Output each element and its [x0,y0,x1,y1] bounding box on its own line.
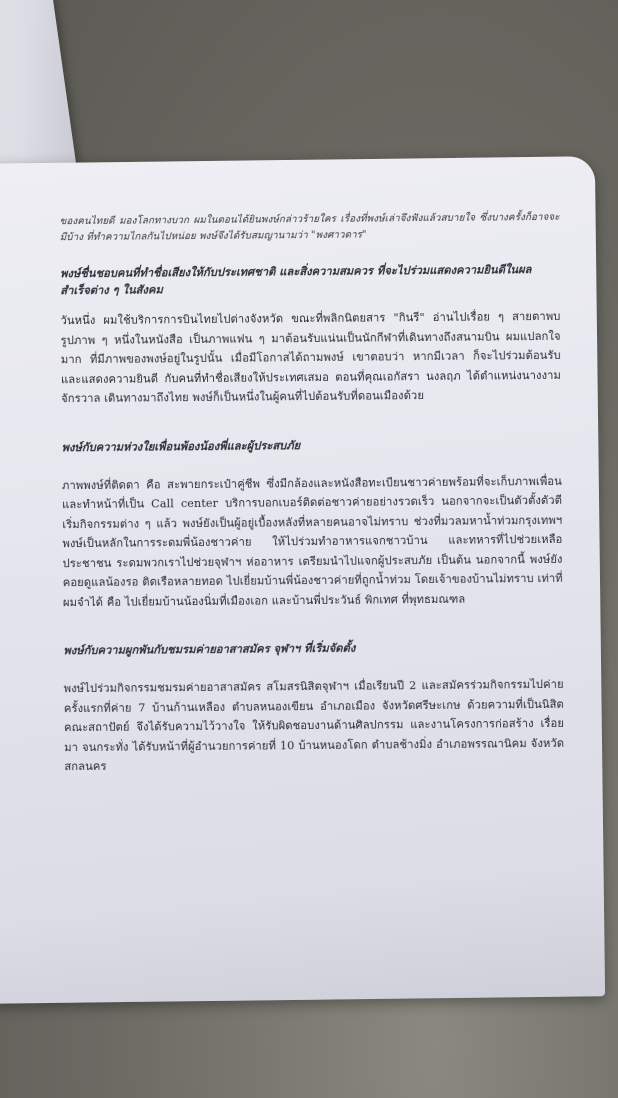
paragraph-2: ภาพพงษ์ที่ติดตา คือ สะพายกระเป๋าคู่ชีพ ซึ่งมีกล้องและหนังสือทะเบียนชาวค่ายพร้อมที่จะเก็บภาพเพื่อน และทำหน้าที่เป็น Call center บริการบอกเบอร์ติดต่อชาวค่ายอย่างรวดเร็ว นอกจากจะเป็นตัวตั้งตัวตีเริ่มกิจกรรมต่าง ๆ แล้ว พงษ์ยังเป็นผู้อยู่เบื้องหลังที่หลายคนอาจไม่ทราบ ช่วงที่มวลมหาน้ำท่วมกรุงเทพฯ พงษ์เป็นหลักในการระดมพี่น้องชาวค่าย ให้ไปร่วมทำอาหารแจกชาวบ้าน และทหารที่ไปช่วยเหลือประชาชน ระดมพวกเราไปช่วยจุฬาฯ ห่ออาหาร เตรียมนำไปแจกผู้ประสบภัย เป็นต้น นอกจากนี้ พงษ์ยังคอยดูแลน้องรอ ติดเรือหลายทอด ไปเยี่ยมบ้านพี่น้องชาวค่ายที่ถูกน้ำท่วม โดยเจ้าของบ้านไม่ทราบ เท่าที่ผมจำได้ คือ ไปเยี่ยมบ้านน้องนิ่มที่เมืองเอก และบ้านพี่ประวันธ์ พิกเทศ ที่พุทธมณฑล [61,474,563,609]
paragraph-1: วันหนึ่ง ผมใช้บริการการบินไทยไปต่างจังหวัด ขณะที่พลิกนิตยสาร "กินรี" อ่านไปเรื่อย ๆ สายตาพบรูปภาพ ๆ หนึ่งในหนังสือ เป็นภาพแฟน ๆ มาต้อนรับแน่นเป็นนักกีฬาที่เดินทางถึงสนามบิน ผมแปลกใจมาก ที่มีภาพของพงษ์อยู่ในรูปนั้น เมื่อมีโอกาสได้ถามพงษ์ เขาตอบว่า หากมีเวลา ก็จะไปร่วมต้อนรับ และแสดงความยินดี กับคนที่ทำชื่อเสียงให้ประเทศเสมอ ตอนที่คุณเอกัสรา นงลฤภ ได้ตำแหน่งนางงามจักรวาล เดินทางมาถึงไทย พงษ์ก็เป็นหนึ่งในผู้คนที่ไปต้อนรับที่ดอนเมืองด้วย [60,309,562,406]
paragraph-3: พงษ์ไปร่วมกิจกรรมชมรมค่ายอาสาสมัคร สโมสรนิสิตจุฬาฯ เมื่อเรียนปี 2 และสมัครร่วมกิจกรรมไปค่ายครั้งแรกที่ค่าย 7 บ้านก้านเหลือง ตำบลหนองเขียน อำเภอเมือง จังหวัดศรีษะเกษ ด้วยความที่เป็นนิสิตคณะสถาปัตย์ จึงได้รับความไว้วางใจ ให้รับผิดชอบงานด้านศิลปกรรม และงานโครงการก่อสร้าง เรื่อยมา จนกระทั่ง ได้รับหน้าที่ผู้อำนวยการค่ายที่ 10 บ้านหนองโดก ตำบลช้างมิ่ง อำเภอพรรณานิคม จังหวัดสกลนคร [63,677,565,774]
section-heading-1: พงษ์ชื่นชอบคนที่ทำชื่อเสียงให้กับประเทศชาติ และสิ่งความสมควร ที่จะไปร่วมแสดงความยินดีในผลสำเร็จต่าง ๆ ในสังคม [60,262,532,298]
section-heading-2: พงษ์กับความห่วงใยเพื่อนพ้องน้องพี่และผู้ประสบภัย [61,437,301,454]
section-heading-3: พงษ์กับความผูกพันกับชมรมค่ายอาสาสมัคร จุฬาฯ ที่เริ่มจัดตั้ง [63,640,356,658]
document-text [60,210,565,777]
intro-paragraph: ของคนไทยดี มองโลกทางบวก ผมในตอนได้ยินพงษ์กล่าวร้ายใคร เรื่องที่พงษ์เล่าจึงฟังแล้วสบายใจ ซึ่งบางครั้งก็อาจจะมีบ้าง ที่ทำความไกลกันไปหน่อย พงษ์จึงได้รับสมญานามว่า "พงศาวดาร" [59,211,560,243]
